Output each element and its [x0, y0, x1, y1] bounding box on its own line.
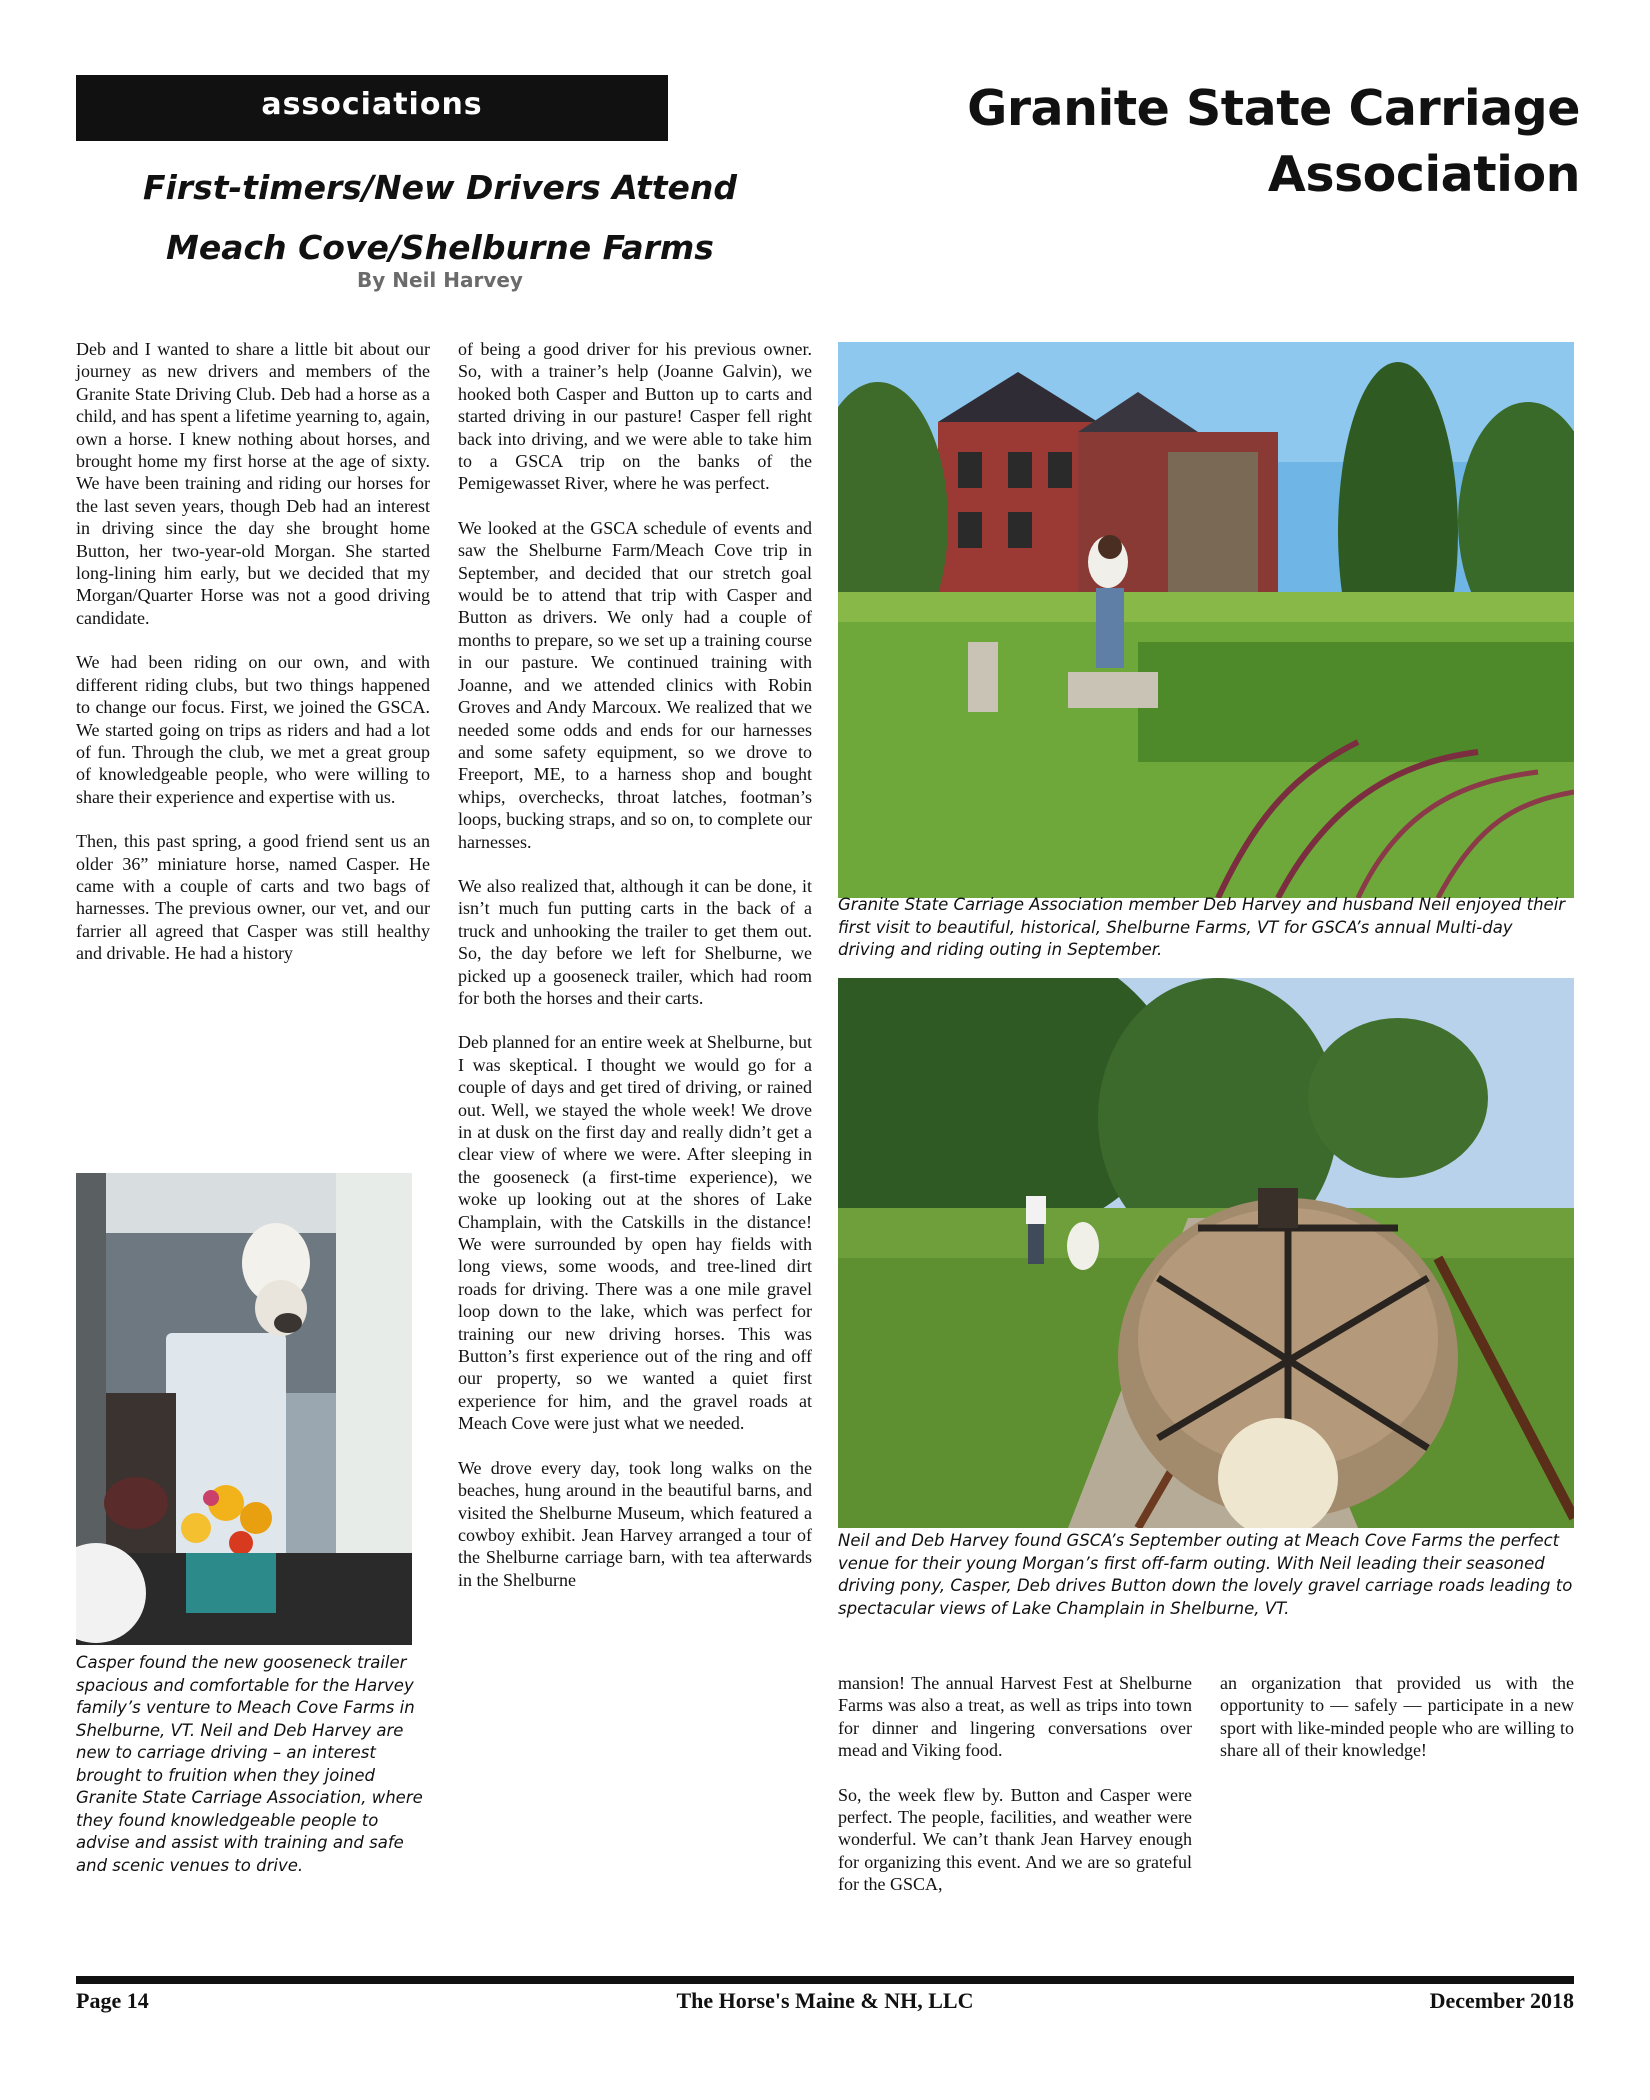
article-headline — [100, 158, 780, 278]
article-column-2 — [458, 338, 812, 1591]
caption-mansion-photo: Granite State Carriage Association member Deb Harvey and husband Neil enjoyed their first visit to beautiful, historical, Shelburne Farms, VT for GSCA’s annual Multi-day driving and riding outing in September. — [838, 895, 1566, 959]
caption-trailer-photo: Casper found the new gooseneck trailer spacious and comfortable for the Harvey family’s venture to Meach Cove Farms in Shelburne, VT. Neil and Deb Harvey are new to carriage driving – an interest brought to fruition when they joined Granite State Carriage Association, where they found knowledgeable people to advise and assist with training and safe and scenic venues to drive. — [76, 1653, 423, 1875]
paragraph: Then, this past spring, a good friend sent us an older 36” miniature horse, named Casper. He came with a couple of carts and two bags of harnesses. The previous owner, our vet, and our farrier all agreed that Casper was still healthy and drivable. He had a history — [76, 831, 430, 964]
paragraph: We also realized that, although it can be done, it isn’t much fun putting carts in the back of a truck and unhooking the trailer to get them out. So, the day before we left for Shelburne, we picked up a gooseneck trailer, which had room for both the horses and their carts. — [458, 875, 812, 1008]
photo-horse-in-trailer — [76, 1173, 412, 1645]
article-column-3 — [838, 1672, 1192, 1896]
paragraph: So, the week flew by. Button and Casper were perfect. The people, facilities, and weather were wonderful. We can’t thank Jean Harvey enough for organizing this event. And we are so grateful for the GSCA, — [838, 1784, 1192, 1895]
publisher-name: The Horse's Maine & NH, LLC — [676, 1988, 974, 2013]
issue-date: December 2018 — [1429, 1988, 1574, 2013]
photo-shelburne-mansion — [838, 342, 1574, 898]
paragraph: We drove every day, took long walks on the beaches, hung around in the beautiful barns, and visited the Shelburne Museum, which featured a cowboy exhibit. Jean Harvey arranged a tour of the Shelburne carriage barn, with tea afterwards in the Shelburne — [458, 1457, 812, 1590]
article-column-4 — [1220, 1672, 1574, 1762]
headline-line-2: Meach Cove/Shelburne Farms — [166, 228, 714, 267]
article-byline: By Neil Harvey — [357, 268, 523, 292]
paragraph: an organization that provided us with the opportunity to — safely — participate in a new sport with like-minded people who are willing to share all of their knowledge! — [1220, 1673, 1574, 1761]
photo-carriage-road — [838, 978, 1574, 1528]
article-column-1 — [76, 338, 430, 965]
paragraph: Deb planned for an entire week at Shelburne, but I was skeptical. I thought we would go for a couple of days and get tired of driving, or rained out. Well, we stayed the whole week! We drove in at dusk on the first day and really didn’t get a clear view of where we were. After sleeping in the gooseneck (a first-time experience), we woke up looking out at the shores of Lake Champlain, with the Catskills in the distance! We were surrounded by open hay fields with long views, some woods, and tree-lined dirt roads for driving. There was a one mile gravel loop down to the lake, which was perfect for training our new driving horses. This was Button’s first experience out of the ring and off our property, so we wanted a quiet first experience for him, and the gravel roads at Meach Cove were just what we needed. — [458, 1032, 812, 1434]
headline-line-1: First-timers/New Drivers Attend — [142, 168, 738, 207]
paragraph: We had been riding on our own, and with different riding clubs, but two things happened to change our focus. First, we joined the GSCA. We started going on trips as riders and had a lot of fun. Through the club, we met a great group of knowledgeable people, who were willing to share their experience and expertise with us. — [76, 652, 430, 807]
paragraph: Deb and I wanted to share a little bit about our journey as new drivers and members of the Granite State Driving Club. Deb had a horse as a child, and has spent a lifetime yearning to, again, own a horse. I knew nothing about horses, and brought home my first horse at the age of sixty. We have been training and riding our horses for the last seven years, though Deb had an interest in driving since the day she brought home Button, her two-year-old Morgan. She started long-lining him early, but we decided that my Morgan/Quarter Horse was not a good driving candidate. — [76, 339, 430, 628]
paragraph: mansion! The annual Harvest Fest at Shelburne Farms was also a treat, as well as trips into town for dinner and lingering conversations over mead and Viking food. — [838, 1673, 1192, 1761]
section-label: associations — [76, 75, 668, 141]
organization-title: Granite State Carriage Association — [967, 80, 1580, 203]
footer-rule — [76, 1976, 1574, 1984]
paragraph: of being a good driver for his previous owner. So, with a trainer’s help (Joanne Galvin), we hooked both Casper and Button up to carts and started driving in our pasture! Casper fell right back into driving, and we were able to take him to a GSCA trip on the banks of the Pemigewasset River, where he was perfect. — [458, 339, 812, 494]
page-number: Page 14 — [76, 1988, 149, 2013]
caption-road-photo: Neil and Deb Harvey found GSCA’s September outing at Meach Cove Farms the perfect venue for their young Morgan’s first off-farm outing. With Neil leading their seasoned driving pony, Casper, Deb drives Button down the lovely gravel carriage roads leading to spectacular views of Lake Champlain in Shelburne, VT. — [838, 1531, 1573, 1618]
paragraph: We looked at the GSCA schedule of events and saw the Shelburne Farm/Meach Cove trip in September, and decided that our stretch goal would be to attend that trip with Casper and Button as drivers. We only had a couple of months to prepare, so we set up a training course in our pasture. We continued training with Joanne, and we attended clinics with Robin Groves and Andy Marcoux. We realized that we needed some odds and ends for our harnesses and some safety equipment, so we drove to Freeport, ME, to a harness shop and bought whips, overchecks, throat latches, footman’s loops, bucking straps, and so on, to complete our harnesses. — [458, 517, 812, 852]
